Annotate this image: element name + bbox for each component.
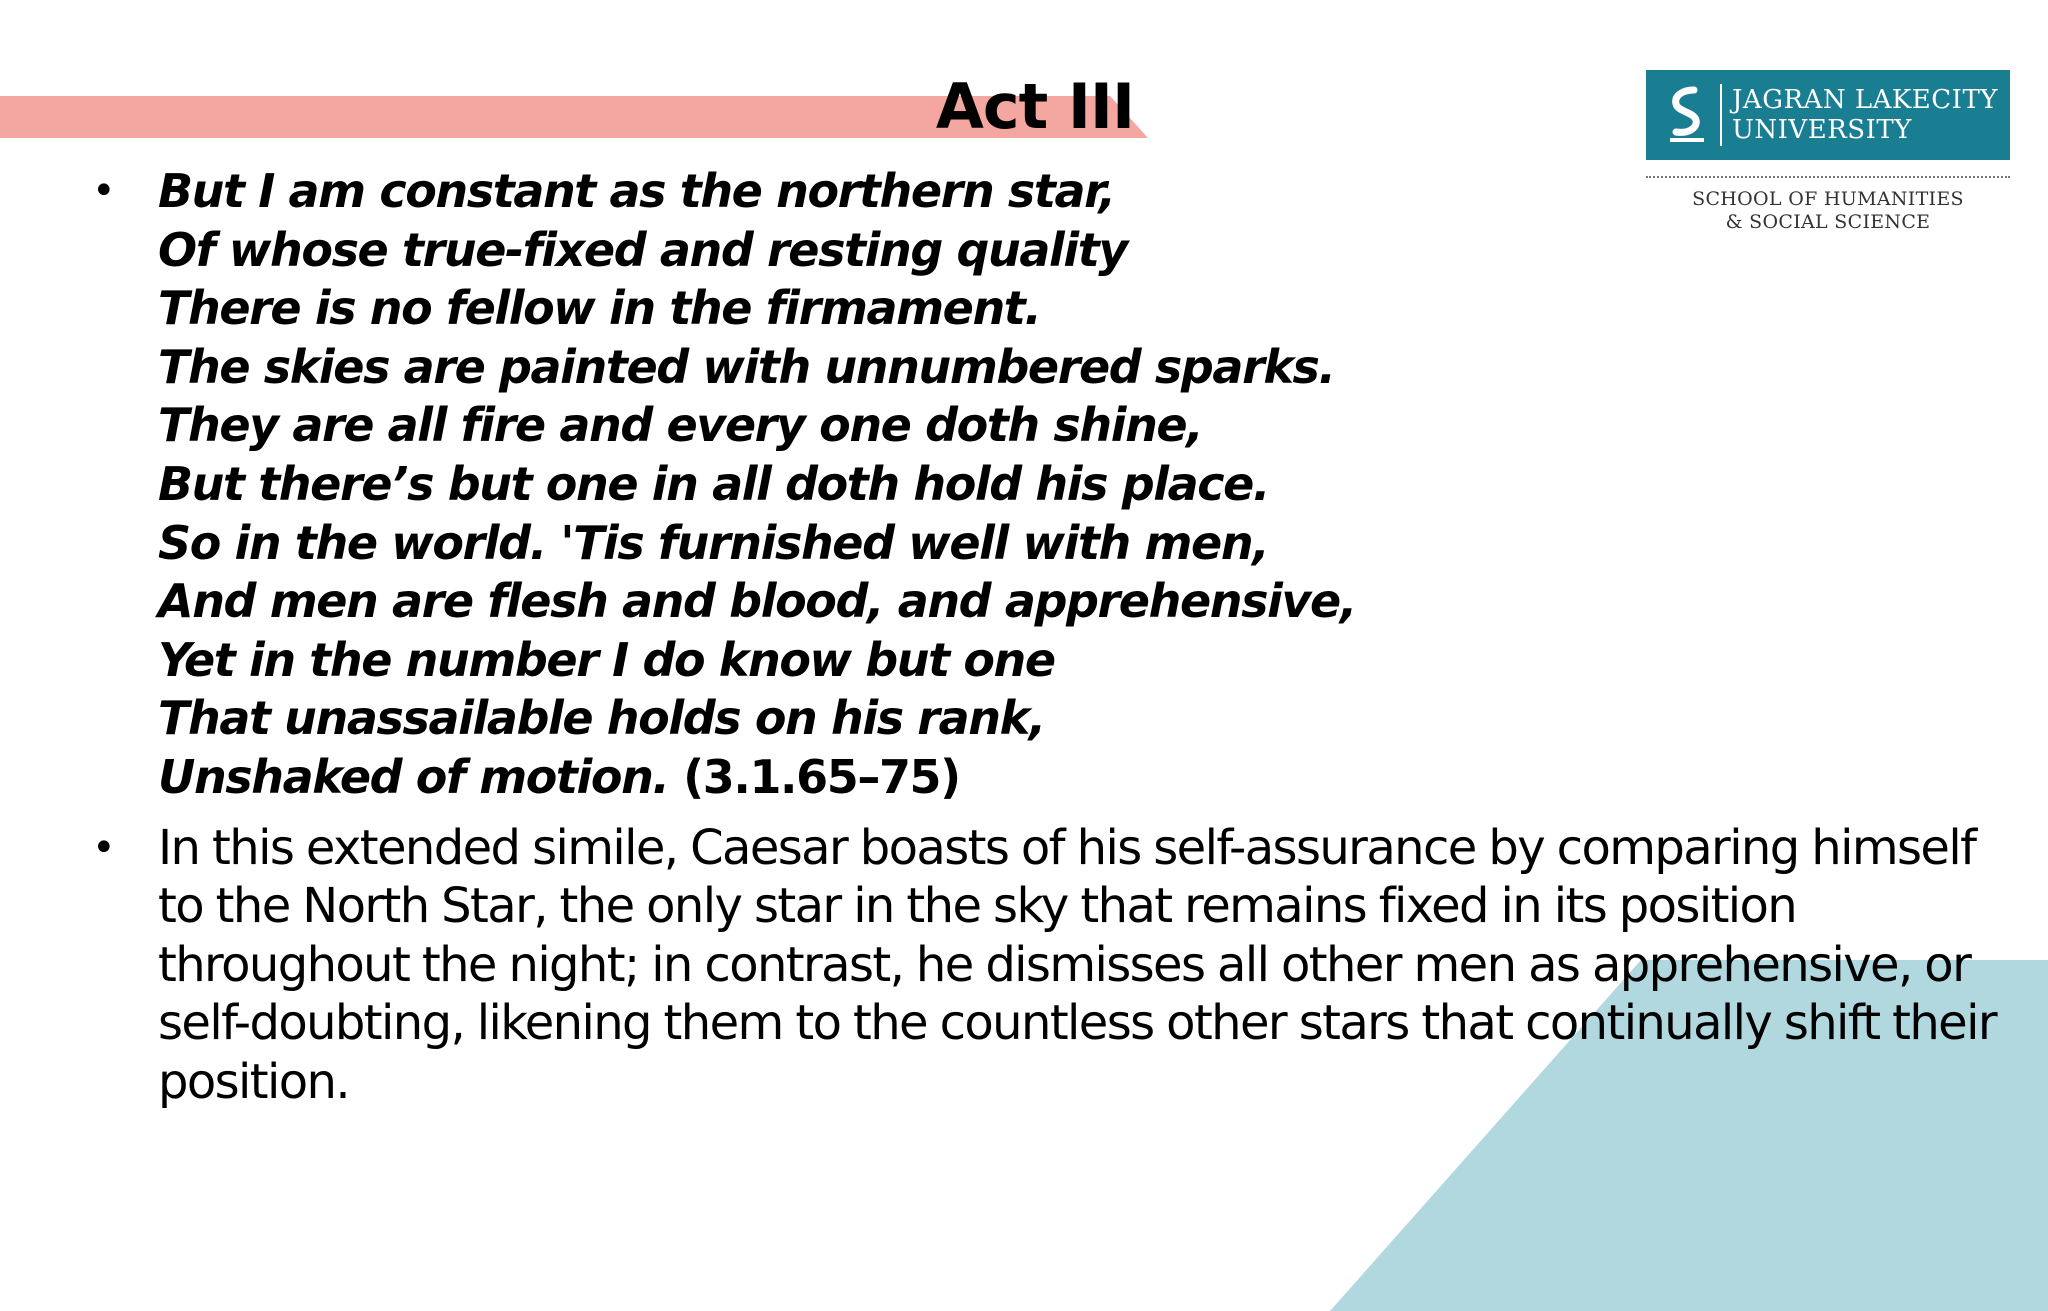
logo-name-line2: UNIVERSITY (1732, 115, 1912, 145)
quote-line: Of whose true-fixed and resting quality (158, 222, 1127, 277)
quote-line: The skies are painted with unnumbered sparks. (158, 339, 1335, 394)
quote-line-text: Unshaked of motion. (158, 749, 669, 804)
quote-line: There is no fellow in the firmament. (158, 281, 1041, 336)
quote-citation: (3.1.65–75) (683, 749, 960, 804)
university-emblem-icon (1664, 84, 1710, 146)
logo-name (1732, 85, 1998, 145)
quote-last-line (158, 748, 2002, 807)
quote-line: Yet in the number I do know but one (158, 632, 1055, 687)
slide-content (82, 162, 2002, 1112)
quote-line: But I am constant as the northern star, (158, 164, 1115, 218)
bullet-quote (82, 162, 2002, 807)
slide-title: Act III (935, 70, 1135, 143)
quote-block (158, 162, 2002, 807)
quote-line: That unassailable holds on his rank, (158, 691, 1045, 746)
logo-school-line1: SCHOOL OF HUMANITIES (1692, 188, 1964, 210)
quote-line: And men are flesh and blood, and apprehensive, (158, 574, 1356, 629)
logo-box (1646, 70, 2010, 160)
logo-school-line2: & SOCIAL SCIENCE (1725, 211, 1931, 233)
quote-line: So in the world. 'Tis furnished well with men, (158, 515, 1269, 570)
analysis-paragraph: In this extended simile, Caesar boasts of his self-assurance by comparing himself to the North Star, the only star in the sky that remains fixed in its position throughout the night; in contrast, he dismisses all other men as apprehensive, or self-doubting, likening them to the countless other stars that continually shift their position. (158, 819, 1996, 1110)
quote-line: They are all fire and every one doth shine, (158, 398, 1203, 453)
logo-name-line1: JAGRAN LAKECITY (1732, 85, 1998, 115)
logo-divider (1720, 84, 1722, 146)
bullet-analysis (82, 819, 2002, 1112)
bullet-dot: • (92, 824, 116, 871)
bullet-dot: • (92, 168, 116, 214)
quote-line: But there’s but one in all doth hold his place. (158, 456, 1269, 511)
